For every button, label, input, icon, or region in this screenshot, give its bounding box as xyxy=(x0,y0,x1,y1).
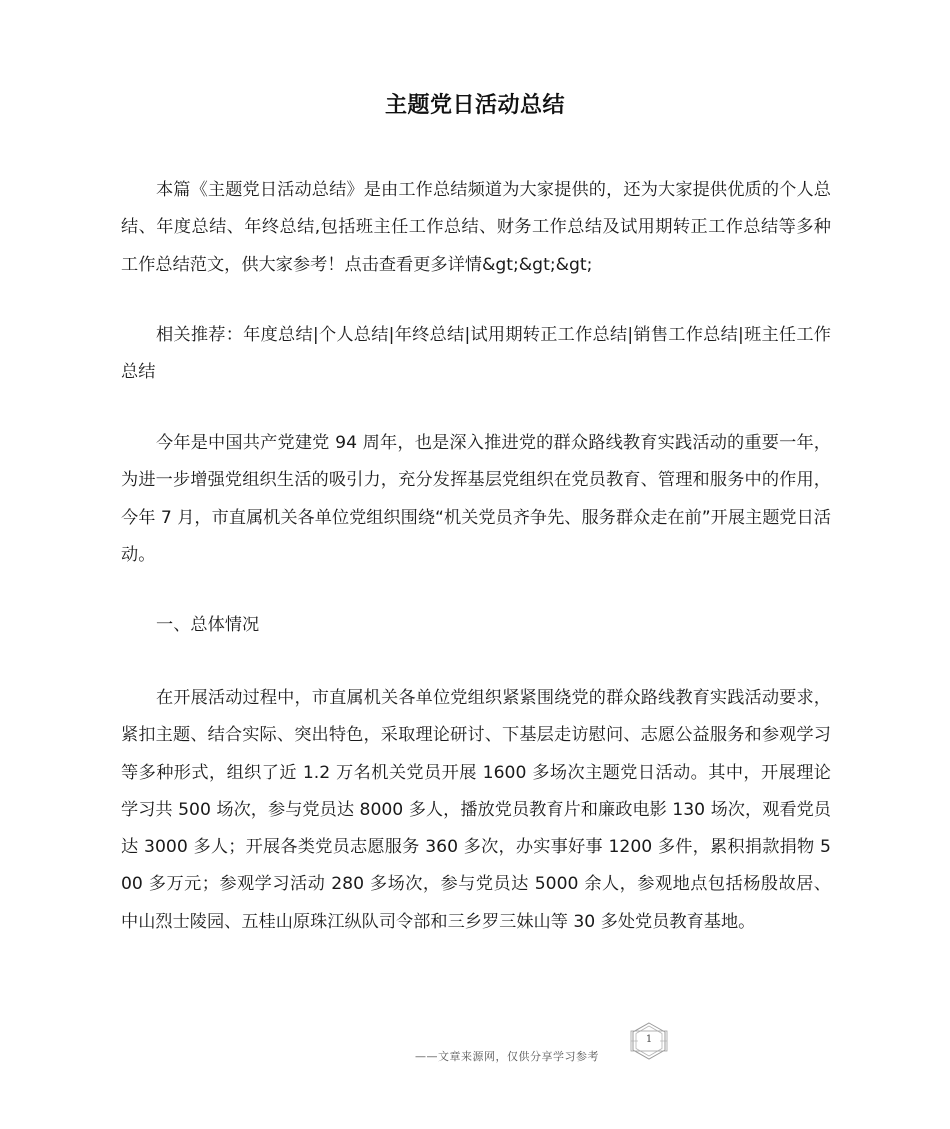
footer-source-note: ——文章来源网，仅供分享学习参考 xyxy=(415,1050,599,1063)
related-recommendations-paragraph: 相关推荐：年度总结|个人总结|年终总结|试用期转正工作总结|销售工作总结|班主任工作总结 xyxy=(121,325,831,383)
document-title: 主题党日活动总结 xyxy=(384,93,565,118)
intro-paragraph: 本篇《主题党日活动总结》是由工作总结频道为大家提供的，还为大家提供优质的个人总结、年度总结、年终总结,包括班主任工作总结、财务工作总结及试用期转正工作总结等多种工作总结范文，供大家参考！点击查看更多详情&gt;&gt;&gt; xyxy=(121,180,831,275)
overview-paragraph: 在开展活动过程中，市直属机关各单位党组织紧紧围绕党的群众路线教育实践活动要求，紧扣主题、结合实际、突出特色，采取理论研讨、下基层走访慰问、志愿公益服务和参观学习等多种形式，组织了近 1.2 万名机关党员开展 1600 多场次主题党日活动。其中，开展理论学习共 500 场次，参与党员达 8000 多人，播放党员教育片和廉政电影 130 场次，观看党员达 3000 多人；开展各类党员志愿服务 360 多次，办实事好事 1200 多件，累积捐款捐物 500 多万元；参观学习活动 280 多场次，参与党员达 5000 余人，参观地点包括杨殷故居、中山烈士陵园、五桂山原珠江纵队司令部和三乡罗三妹山等 30 多处党员教育基地。 xyxy=(121,688,831,932)
page-number: 1 xyxy=(645,1034,653,1045)
section-heading: 一、总体情况 xyxy=(156,615,260,635)
background-paragraph: 今年是中国共产党建党 94 周年，也是深入推进党的群众路线教育实践活动的重要一年，为进一步增强党组织生活的吸引力，充分发挥基层党组织在党员教育、管理和服务中的作用，今年 7 月，市直属机关各单位党组织围绕“机关党员齐争先、服务群众走在前”开展主题党日活动。 xyxy=(121,433,831,565)
page-number-badge xyxy=(628,1022,670,1060)
